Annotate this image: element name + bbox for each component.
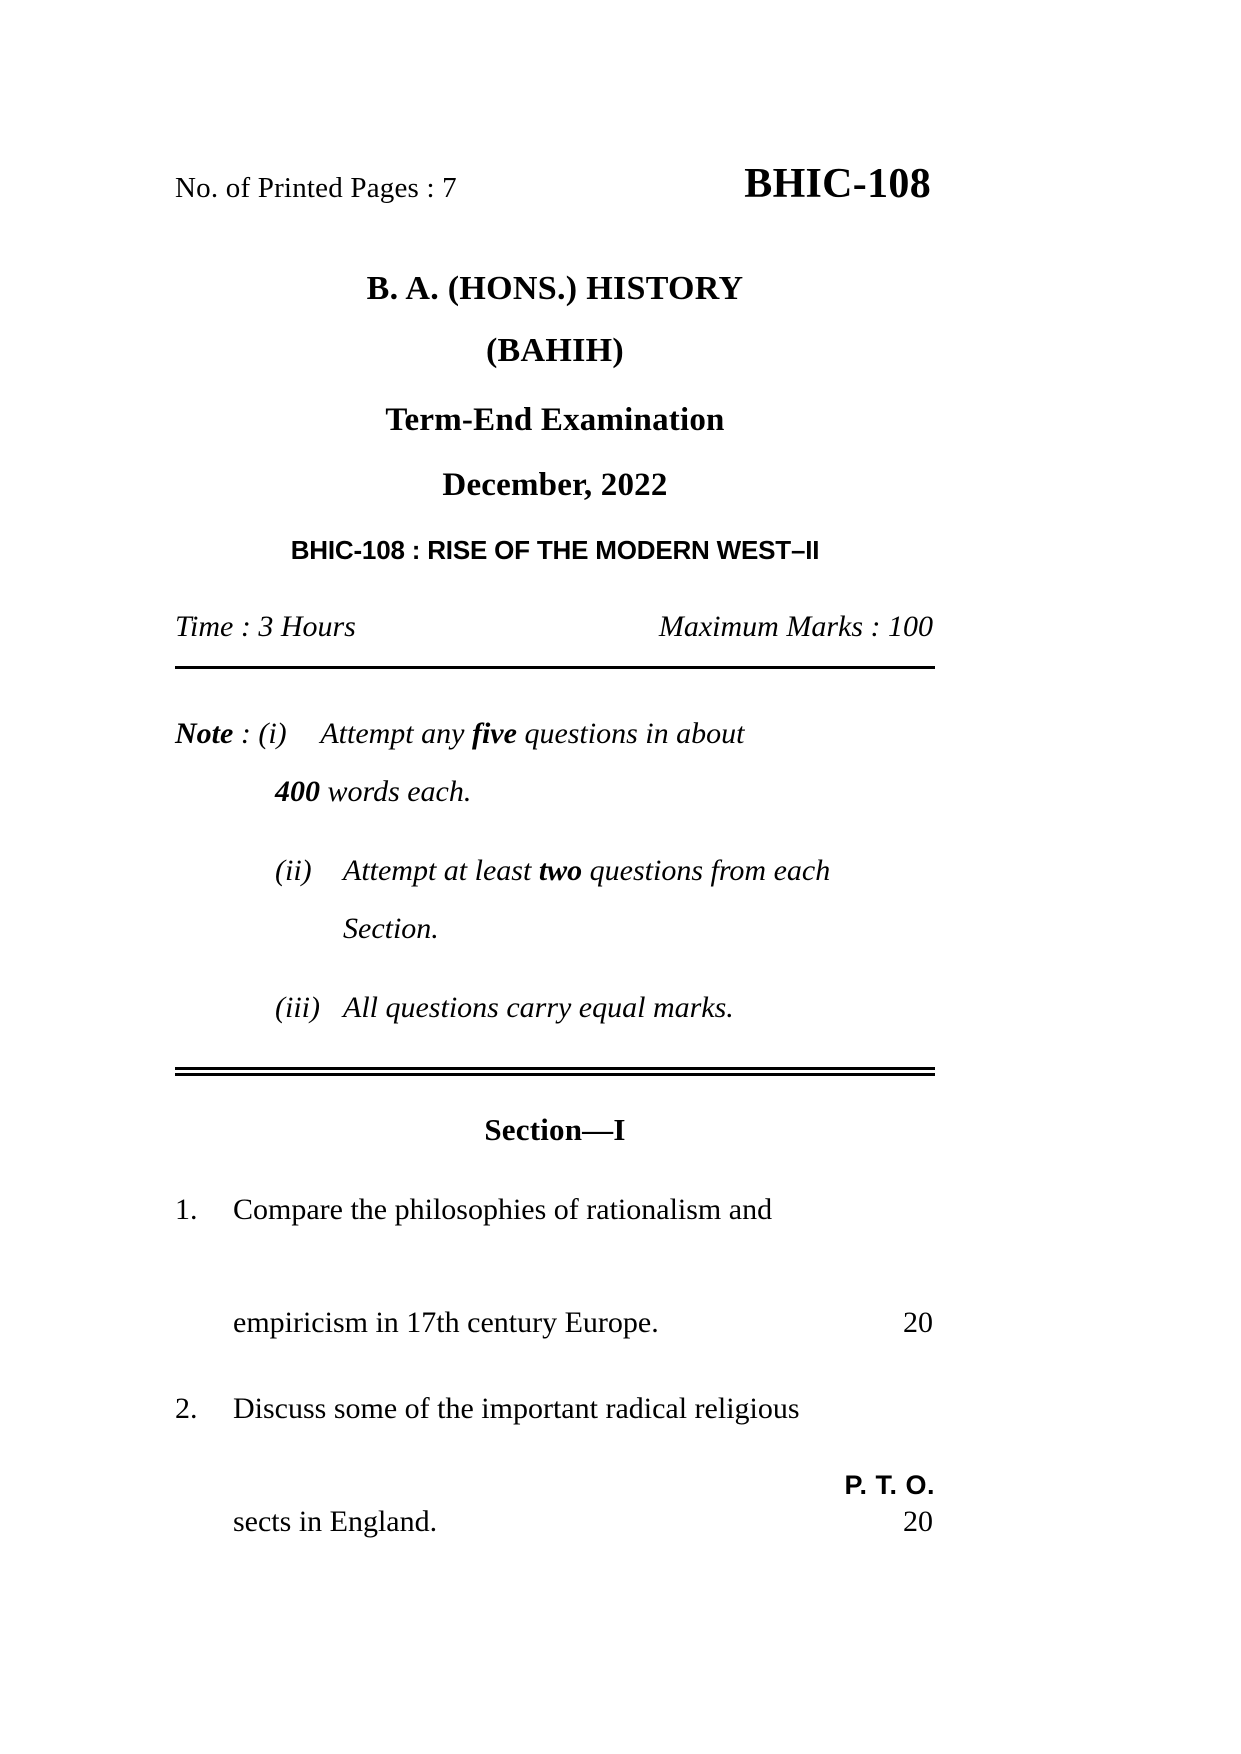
note-roman-iii: (iii): [275, 991, 320, 1025]
time-marks-row: [175, 610, 935, 644]
program-title: B. A. (HONS.) HISTORY: [366, 270, 744, 307]
horizontal-rule-top: [175, 666, 935, 669]
printed-pages-label: No. of Printed Pages : 7: [175, 172, 457, 204]
horizontal-rule-double: [175, 1067, 935, 1076]
note-colon: :: [233, 717, 259, 750]
note-roman-i: (i): [258, 717, 287, 750]
note-item-iii: [175, 979, 935, 1037]
note-ii-emphasis: two: [538, 854, 583, 888]
note-i-word-count: 400: [275, 774, 320, 808]
question-text-line1: Compare the philosophies of rationalism and: [233, 1192, 773, 1226]
question-text-line2: empiricism in 17th century Europe.: [233, 1305, 659, 1339]
question-lastline: [233, 1295, 935, 1351]
note-ii-after: questions from each: [582, 854, 831, 888]
question-number: 1.: [175, 1192, 198, 1226]
note-i-line2-after: words each.: [320, 774, 472, 808]
question-number: 2.: [175, 1392, 198, 1426]
page-content: [175, 0, 935, 1550]
note-i-emphasis: five: [471, 717, 517, 750]
question-item: [175, 1182, 935, 1351]
pto-footer: P. T. O.: [844, 1470, 935, 1500]
questions-list: [175, 1182, 935, 1550]
note-text-i: [320, 705, 935, 763]
note-text-ii-line2: Section.: [343, 911, 439, 945]
maximum-marks: Maximum Marks : 100: [658, 610, 933, 643]
note-roman-ii: (ii): [275, 854, 312, 888]
question-body: [233, 1182, 935, 1351]
note-item-i-line2: [175, 763, 935, 821]
note-block: [175, 705, 935, 1037]
note-item-ii-line2: [175, 900, 935, 958]
program-code: (BAHIH): [485, 332, 625, 369]
question-text-line2: sects in England.: [233, 1504, 438, 1538]
exam-duration: Time : 3 Hours: [175, 610, 356, 643]
subject-title: BHIC-108 : RISE OF THE MODERN WEST–II: [290, 535, 820, 565]
question-item: [175, 1381, 935, 1550]
note-label: Note: [175, 717, 234, 750]
question-body: [233, 1381, 935, 1550]
question-marks: 20: [903, 1504, 933, 1538]
question-text-line1: Discuss some of the important radical religious: [233, 1392, 800, 1426]
note-i-after: questions in about: [516, 717, 745, 750]
title-block: [175, 270, 935, 566]
examination-session: December, 2022: [442, 467, 668, 503]
note-i-before: Attempt any: [320, 717, 472, 750]
question-lastline: [233, 1494, 935, 1550]
examination-type: Term-End Examination: [385, 402, 725, 438]
note-item-i: [175, 705, 935, 763]
note-text-iii: All questions carry equal marks.: [343, 991, 734, 1025]
question-marks: 20: [903, 1305, 933, 1339]
note-item-ii: [175, 842, 935, 900]
header-row: [175, 160, 935, 208]
course-code: BHIC-108: [744, 161, 931, 207]
note-text-i-line2: [275, 763, 935, 821]
section-heading: Section—I: [484, 1111, 626, 1147]
note-text-ii: [343, 842, 935, 900]
note-ii-before: Attempt at least: [343, 854, 539, 888]
